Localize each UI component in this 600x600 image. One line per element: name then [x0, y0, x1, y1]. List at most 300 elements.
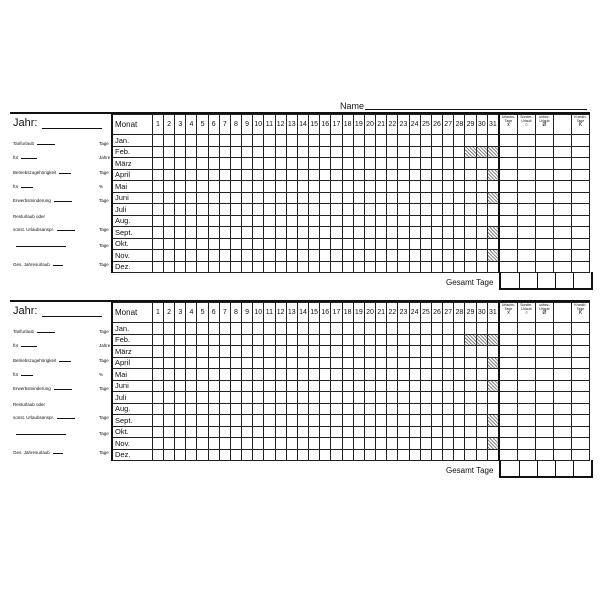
- day-cell[interactable]: [331, 334, 342, 346]
- day-cell[interactable]: [454, 227, 465, 239]
- day-cell[interactable]: [476, 215, 487, 227]
- summary-cell[interactable]: [499, 426, 517, 438]
- day-cell[interactable]: [186, 158, 197, 170]
- day-cell[interactable]: [353, 146, 364, 158]
- day-cell[interactable]: [398, 261, 409, 273]
- summary-cell[interactable]: [499, 158, 517, 170]
- day-cell[interactable]: [286, 357, 297, 369]
- day-cell[interactable]: [476, 380, 487, 392]
- day-cell[interactable]: [387, 135, 398, 147]
- day-cell[interactable]: [230, 238, 241, 250]
- day-cell[interactable]: [230, 181, 241, 193]
- day-cell[interactable]: [286, 192, 297, 204]
- day-cell[interactable]: [175, 135, 186, 147]
- day-cell[interactable]: [353, 169, 364, 181]
- day-cell[interactable]: [320, 261, 331, 273]
- day-cell[interactable]: [431, 415, 442, 427]
- day-cell[interactable]: [164, 238, 175, 250]
- day-cell[interactable]: [353, 238, 364, 250]
- summary-cell[interactable]: [553, 346, 571, 358]
- day-cell[interactable]: [342, 250, 353, 262]
- summary-cell[interactable]: [571, 238, 589, 250]
- day-cell[interactable]: [264, 369, 275, 381]
- day-cell[interactable]: [376, 158, 387, 170]
- day-cell[interactable]: [175, 369, 186, 381]
- day-cell[interactable]: [398, 323, 409, 335]
- day-cell[interactable]: [197, 169, 208, 181]
- day-cell[interactable]: [152, 135, 163, 147]
- summary-cell[interactable]: [517, 415, 535, 427]
- summary-cell[interactable]: [535, 169, 553, 181]
- summary-cell[interactable]: [517, 403, 535, 415]
- summary-cell[interactable]: [535, 403, 553, 415]
- day-cell[interactable]: [476, 227, 487, 239]
- day-cell[interactable]: [197, 403, 208, 415]
- day-cell[interactable]: [420, 250, 431, 262]
- day-cell[interactable]: [242, 357, 253, 369]
- day-cell[interactable]: [364, 357, 375, 369]
- day-cell[interactable]: [242, 346, 253, 358]
- day-cell[interactable]: [454, 415, 465, 427]
- day-cell[interactable]: [230, 192, 241, 204]
- day-cell[interactable]: [152, 369, 163, 381]
- day-cell[interactable]: [309, 261, 320, 273]
- day-cell[interactable]: [152, 181, 163, 193]
- day-cell[interactable]: [286, 204, 297, 216]
- day-cell[interactable]: [387, 380, 398, 392]
- day-cell[interactable]: [476, 250, 487, 262]
- day-cell[interactable]: [454, 357, 465, 369]
- day-cell[interactable]: [253, 261, 264, 273]
- day-cell[interactable]: [230, 438, 241, 450]
- day-cell[interactable]: [387, 357, 398, 369]
- entitlement-input[interactable]: [16, 246, 66, 247]
- summary-cell[interactable]: [517, 135, 535, 147]
- day-cell[interactable]: [208, 181, 219, 193]
- day-cell[interactable]: [253, 250, 264, 262]
- day-cell[interactable]: [164, 146, 175, 158]
- day-cell[interactable]: [197, 158, 208, 170]
- day-cell[interactable]: [443, 192, 454, 204]
- day-cell[interactable]: [443, 181, 454, 193]
- summary-cell[interactable]: [517, 380, 535, 392]
- day-cell[interactable]: [230, 334, 241, 346]
- day-cell[interactable]: [219, 215, 230, 227]
- day-cell[interactable]: [331, 380, 342, 392]
- day-cell[interactable]: [175, 215, 186, 227]
- day-cell[interactable]: [454, 146, 465, 158]
- day-cell[interactable]: [420, 238, 431, 250]
- day-cell[interactable]: [275, 146, 286, 158]
- day-cell[interactable]: [164, 135, 175, 147]
- day-cell[interactable]: [487, 449, 499, 461]
- summary-cell[interactable]: [517, 192, 535, 204]
- day-cell[interactable]: [409, 181, 420, 193]
- summary-cell[interactable]: [499, 215, 517, 227]
- day-cell[interactable]: [420, 392, 431, 404]
- day-cell[interactable]: [164, 204, 175, 216]
- day-cell[interactable]: [454, 238, 465, 250]
- day-cell[interactable]: [152, 215, 163, 227]
- day-cell[interactable]: [309, 250, 320, 262]
- day-cell[interactable]: [465, 403, 476, 415]
- day-cell[interactable]: [398, 169, 409, 181]
- day-cell[interactable]: [476, 323, 487, 335]
- day-cell[interactable]: [387, 146, 398, 158]
- summary-cell[interactable]: [553, 403, 571, 415]
- day-cell[interactable]: [309, 146, 320, 158]
- summary-cell[interactable]: [571, 215, 589, 227]
- day-cell[interactable]: [420, 204, 431, 216]
- day-cell[interactable]: [376, 169, 387, 181]
- day-cell[interactable]: [242, 438, 253, 450]
- day-cell[interactable]: [420, 334, 431, 346]
- day-cell[interactable]: [164, 392, 175, 404]
- day-cell[interactable]: [309, 158, 320, 170]
- day-cell[interactable]: [364, 380, 375, 392]
- day-cell[interactable]: [175, 415, 186, 427]
- day-cell[interactable]: [309, 426, 320, 438]
- day-cell[interactable]: [443, 449, 454, 461]
- day-cell[interactable]: [186, 426, 197, 438]
- summary-cell[interactable]: [571, 169, 589, 181]
- summary-cell[interactable]: [499, 380, 517, 392]
- day-cell[interactable]: [443, 392, 454, 404]
- day-cell[interactable]: [431, 250, 442, 262]
- day-cell[interactable]: [342, 158, 353, 170]
- day-cell[interactable]: [331, 181, 342, 193]
- day-cell[interactable]: [264, 426, 275, 438]
- day-cell[interactable]: [152, 449, 163, 461]
- day-cell[interactable]: [398, 215, 409, 227]
- day-cell[interactable]: [164, 192, 175, 204]
- day-cell[interactable]: [331, 192, 342, 204]
- day-cell[interactable]: [219, 403, 230, 415]
- day-cell[interactable]: [253, 380, 264, 392]
- day-cell[interactable]: [309, 369, 320, 381]
- day-cell[interactable]: [286, 250, 297, 262]
- day-cell[interactable]: [376, 357, 387, 369]
- day-cell[interactable]: [242, 169, 253, 181]
- gesamt-totals[interactable]: [499, 272, 593, 290]
- day-cell[interactable]: [297, 357, 308, 369]
- day-cell[interactable]: [443, 346, 454, 358]
- day-cell[interactable]: [420, 449, 431, 461]
- day-cell[interactable]: [376, 261, 387, 273]
- day-cell[interactable]: [264, 357, 275, 369]
- day-cell[interactable]: [152, 146, 163, 158]
- day-cell[interactable]: [186, 438, 197, 450]
- summary-cell[interactable]: [499, 357, 517, 369]
- day-cell[interactable]: [175, 403, 186, 415]
- summary-cell[interactable]: [517, 169, 535, 181]
- day-cell[interactable]: [398, 334, 409, 346]
- day-cell[interactable]: [465, 169, 476, 181]
- day-cell[interactable]: [487, 238, 499, 250]
- day-cell[interactable]: [387, 426, 398, 438]
- day-cell[interactable]: [331, 357, 342, 369]
- day-cell[interactable]: [230, 135, 241, 147]
- day-cell[interactable]: [230, 261, 241, 273]
- summary-cell[interactable]: [571, 415, 589, 427]
- day-cell[interactable]: [398, 227, 409, 239]
- day-cell[interactable]: [364, 449, 375, 461]
- day-cell[interactable]: [264, 146, 275, 158]
- day-cell[interactable]: [152, 415, 163, 427]
- day-cell[interactable]: [152, 346, 163, 358]
- day-cell[interactable]: [286, 334, 297, 346]
- day-cell[interactable]: [409, 415, 420, 427]
- day-cell[interactable]: [164, 334, 175, 346]
- summary-cell[interactable]: [499, 227, 517, 239]
- summary-cell[interactable]: [499, 438, 517, 450]
- day-cell[interactable]: [364, 426, 375, 438]
- day-cell[interactable]: [465, 215, 476, 227]
- day-cell[interactable]: [476, 369, 487, 381]
- day-cell[interactable]: [465, 238, 476, 250]
- day-cell[interactable]: [387, 238, 398, 250]
- day-cell[interactable]: [387, 158, 398, 170]
- summary-cell[interactable]: [571, 369, 589, 381]
- day-cell[interactable]: [175, 323, 186, 335]
- day-cell[interactable]: [152, 403, 163, 415]
- day-cell[interactable]: [320, 415, 331, 427]
- day-cell[interactable]: [409, 215, 420, 227]
- entitlement-input[interactable]: [57, 230, 75, 231]
- day-cell[interactable]: [275, 192, 286, 204]
- day-cell[interactable]: [465, 392, 476, 404]
- day-cell[interactable]: [320, 238, 331, 250]
- day-cell[interactable]: [197, 215, 208, 227]
- day-cell[interactable]: [264, 192, 275, 204]
- summary-cell[interactable]: [571, 334, 589, 346]
- day-cell[interactable]: [476, 261, 487, 273]
- day-cell[interactable]: [186, 250, 197, 262]
- day-cell[interactable]: [264, 415, 275, 427]
- day-cell[interactable]: [342, 346, 353, 358]
- day-cell[interactable]: [275, 415, 286, 427]
- day-cell[interactable]: [309, 357, 320, 369]
- day-cell[interactable]: [186, 146, 197, 158]
- day-cell[interactable]: [208, 238, 219, 250]
- day-cell[interactable]: [454, 204, 465, 216]
- day-cell[interactable]: [398, 135, 409, 147]
- day-cell[interactable]: [353, 204, 364, 216]
- day-cell[interactable]: [409, 238, 420, 250]
- day-cell[interactable]: [275, 426, 286, 438]
- day-cell[interactable]: [197, 357, 208, 369]
- day-cell[interactable]: [264, 380, 275, 392]
- summary-cell[interactable]: [571, 346, 589, 358]
- day-cell[interactable]: [364, 346, 375, 358]
- day-cell[interactable]: [208, 392, 219, 404]
- day-cell[interactable]: [175, 261, 186, 273]
- summary-cell[interactable]: [499, 449, 517, 461]
- day-cell[interactable]: [152, 169, 163, 181]
- day-cell[interactable]: [454, 369, 465, 381]
- day-cell[interactable]: [398, 158, 409, 170]
- summary-cell[interactable]: [499, 192, 517, 204]
- day-cell[interactable]: [454, 392, 465, 404]
- day-cell[interactable]: [398, 380, 409, 392]
- summary-cell[interactable]: [553, 334, 571, 346]
- day-cell[interactable]: [286, 169, 297, 181]
- day-cell[interactable]: [309, 192, 320, 204]
- day-cell[interactable]: [208, 334, 219, 346]
- day-cell[interactable]: [164, 346, 175, 358]
- day-cell[interactable]: [465, 346, 476, 358]
- day-cell[interactable]: [487, 204, 499, 216]
- day-cell[interactable]: [320, 146, 331, 158]
- day-cell[interactable]: [242, 392, 253, 404]
- day-cell[interactable]: [342, 215, 353, 227]
- day-cell[interactable]: [342, 380, 353, 392]
- day-cell[interactable]: [443, 227, 454, 239]
- day-cell[interactable]: [364, 403, 375, 415]
- day-cell[interactable]: [376, 238, 387, 250]
- day-cell[interactable]: [465, 261, 476, 273]
- day-cell[interactable]: [387, 392, 398, 404]
- day-cell[interactable]: [230, 250, 241, 262]
- day-cell[interactable]: [387, 169, 398, 181]
- day-cell[interactable]: [164, 438, 175, 450]
- summary-cell[interactable]: [517, 334, 535, 346]
- day-cell[interactable]: [443, 146, 454, 158]
- day-cell[interactable]: [320, 169, 331, 181]
- day-cell[interactable]: [409, 426, 420, 438]
- summary-cell[interactable]: [499, 415, 517, 427]
- day-cell[interactable]: [219, 204, 230, 216]
- day-cell[interactable]: [309, 334, 320, 346]
- summary-cell[interactable]: [517, 181, 535, 193]
- summary-cell[interactable]: [535, 135, 553, 147]
- day-cell[interactable]: [197, 181, 208, 193]
- day-cell[interactable]: [208, 346, 219, 358]
- summary-cell[interactable]: [517, 426, 535, 438]
- day-cell[interactable]: [476, 357, 487, 369]
- day-cell[interactable]: [309, 392, 320, 404]
- summary-cell[interactable]: [571, 204, 589, 216]
- day-cell[interactable]: [353, 250, 364, 262]
- day-cell[interactable]: [320, 392, 331, 404]
- day-cell[interactable]: [253, 392, 264, 404]
- day-cell[interactable]: [230, 204, 241, 216]
- day-cell[interactable]: [219, 146, 230, 158]
- day-cell[interactable]: [376, 204, 387, 216]
- summary-cell[interactable]: [499, 261, 517, 273]
- day-cell[interactable]: [286, 181, 297, 193]
- day-cell[interactable]: [420, 380, 431, 392]
- entitlement-input[interactable]: [54, 389, 72, 390]
- day-cell[interactable]: [398, 415, 409, 427]
- summary-cell[interactable]: [517, 357, 535, 369]
- day-cell[interactable]: [431, 449, 442, 461]
- day-cell[interactable]: [465, 357, 476, 369]
- summary-cell[interactable]: [535, 415, 553, 427]
- day-cell[interactable]: [420, 146, 431, 158]
- summary-cell[interactable]: [553, 238, 571, 250]
- day-cell[interactable]: [431, 204, 442, 216]
- entitlement-input[interactable]: [53, 453, 63, 454]
- day-cell[interactable]: [286, 158, 297, 170]
- day-cell[interactable]: [364, 323, 375, 335]
- day-cell[interactable]: [387, 415, 398, 427]
- day-cell[interactable]: [286, 261, 297, 273]
- day-cell[interactable]: [320, 204, 331, 216]
- day-cell[interactable]: [275, 449, 286, 461]
- day-cell[interactable]: [342, 238, 353, 250]
- day-cell[interactable]: [320, 369, 331, 381]
- summary-cell[interactable]: [553, 449, 571, 461]
- summary-cell[interactable]: [571, 135, 589, 147]
- day-cell[interactable]: [320, 181, 331, 193]
- day-cell[interactable]: [476, 238, 487, 250]
- day-cell[interactable]: [387, 323, 398, 335]
- day-cell[interactable]: [320, 135, 331, 147]
- day-cell[interactable]: [230, 403, 241, 415]
- day-cell[interactable]: [353, 215, 364, 227]
- day-cell[interactable]: [431, 192, 442, 204]
- summary-cell[interactable]: [535, 334, 553, 346]
- summary-cell[interactable]: [553, 261, 571, 273]
- day-cell[interactable]: [309, 181, 320, 193]
- day-cell[interactable]: [242, 380, 253, 392]
- day-cell[interactable]: [152, 238, 163, 250]
- day-cell[interactable]: [320, 426, 331, 438]
- day-cell[interactable]: [253, 357, 264, 369]
- day-cell[interactable]: [342, 449, 353, 461]
- day-cell[interactable]: [253, 215, 264, 227]
- day-cell[interactable]: [353, 403, 364, 415]
- day-cell[interactable]: [253, 146, 264, 158]
- day-cell[interactable]: [186, 192, 197, 204]
- day-cell[interactable]: [309, 415, 320, 427]
- day-cell[interactable]: [175, 426, 186, 438]
- day-cell[interactable]: [476, 204, 487, 216]
- day-cell[interactable]: [376, 192, 387, 204]
- day-cell[interactable]: [175, 238, 186, 250]
- entitlement-input[interactable]: [54, 201, 72, 202]
- day-cell[interactable]: [275, 323, 286, 335]
- day-cell[interactable]: [342, 438, 353, 450]
- day-cell[interactable]: [476, 181, 487, 193]
- day-cell[interactable]: [398, 250, 409, 262]
- day-cell[interactable]: [454, 323, 465, 335]
- day-cell[interactable]: [331, 346, 342, 358]
- day-cell[interactable]: [398, 146, 409, 158]
- day-cell[interactable]: [342, 169, 353, 181]
- day-cell[interactable]: [264, 135, 275, 147]
- day-cell[interactable]: [230, 392, 241, 404]
- entitlement-input[interactable]: [57, 418, 75, 419]
- day-cell[interactable]: [376, 415, 387, 427]
- day-cell[interactable]: [219, 323, 230, 335]
- day-cell[interactable]: [364, 250, 375, 262]
- day-cell[interactable]: [197, 135, 208, 147]
- day-cell[interactable]: [398, 449, 409, 461]
- jahr-field[interactable]: [42, 128, 102, 129]
- day-cell[interactable]: [476, 158, 487, 170]
- summary-cell[interactable]: [517, 261, 535, 273]
- day-cell[interactable]: [242, 158, 253, 170]
- day-cell[interactable]: [320, 380, 331, 392]
- day-cell[interactable]: [476, 438, 487, 450]
- day-cell[interactable]: [152, 438, 163, 450]
- day-cell[interactable]: [476, 392, 487, 404]
- day-cell[interactable]: [487, 158, 499, 170]
- day-cell[interactable]: [409, 204, 420, 216]
- day-cell[interactable]: [275, 250, 286, 262]
